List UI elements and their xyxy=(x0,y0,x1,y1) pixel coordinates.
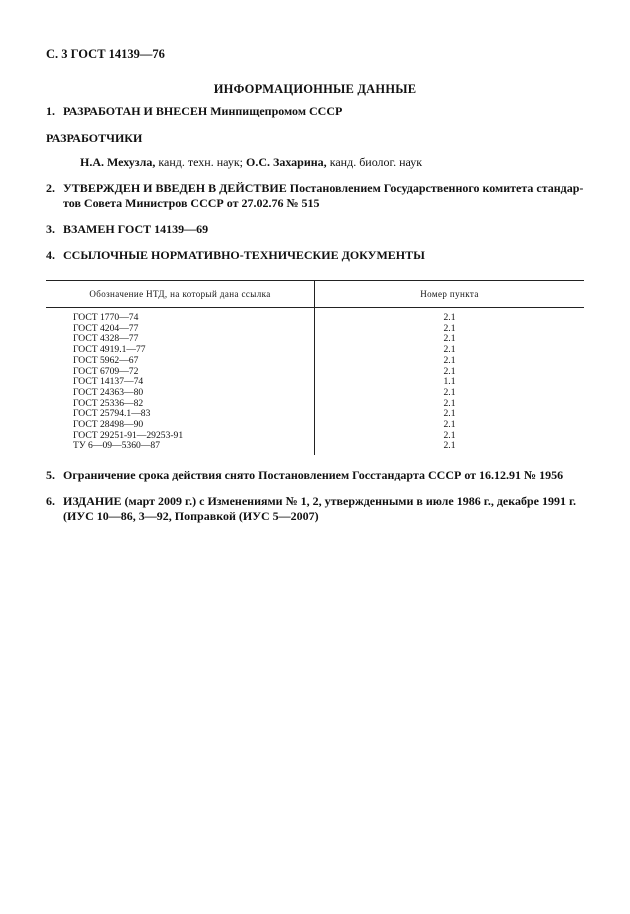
table-row xyxy=(46,356,584,367)
item-number: 4. xyxy=(46,248,55,262)
document-cell: ГОСТ 4919.1—77 xyxy=(46,345,315,356)
clause-cell: 2.1 xyxy=(443,397,456,409)
developer-degree: канд. техн. наук; xyxy=(155,155,246,169)
column-header-document: Обозначение НТД, на который дана ссылка xyxy=(46,281,315,308)
item-5 xyxy=(46,468,563,483)
table-row xyxy=(46,308,584,324)
item-number: 6. xyxy=(46,494,55,508)
item-text-line1: УТВЕРЖДЕН И ВВЕДЕН В ДЕЙСТВИЕ Постановлением Государственного комитета стандар- xyxy=(63,181,584,195)
item-2 xyxy=(46,181,583,196)
item-1 xyxy=(46,104,342,119)
clause-cell: 2.1 xyxy=(443,365,456,377)
clause-cell: 2.1 xyxy=(443,386,456,398)
document-cell: ГОСТ 1770—74 xyxy=(46,308,315,324)
item-text: ВЗАМЕН ГОСТ 14139—69 xyxy=(63,222,209,236)
item-2-line2: тов Совета Министров СССР от 27.02.76 № 515 xyxy=(63,196,320,210)
reference-table xyxy=(46,280,584,455)
clause-cell: 2.1 xyxy=(443,419,456,431)
developer-name: Н.А. Мехузла, xyxy=(80,155,156,169)
item-text: ССЫЛОЧНЫЕ НОРМАТИВНО-ТЕХНИЧЕСКИЕ ДОКУМЕНТЫ xyxy=(63,248,425,262)
item-text: РАЗРАБОТАН И ВНЕСЕН Минпищепромом СССР xyxy=(63,104,343,118)
clause-cell: 2.1 xyxy=(443,344,456,356)
clause-cell: 2.1 xyxy=(443,440,456,452)
document-cell: ГОСТ 5962—67 xyxy=(46,356,315,367)
item-6-line2: (ИУС 10—86, 3—92, Поправкой (ИУС 5—2007) xyxy=(63,509,319,523)
table-header-row xyxy=(46,281,584,308)
document-cell: ГОСТ 4204—77 xyxy=(46,324,315,335)
document-title: ИНФОРМАЦИОННЫЕ ДАННЫЕ xyxy=(213,82,417,96)
clause-cell: 2.1 xyxy=(443,354,456,366)
document-cell: ГОСТ 29251-91—29253-91 xyxy=(46,431,315,442)
document-cell: ГОСТ 4328—77 xyxy=(46,334,315,345)
document-cell: ТУ 6—09—5360—87 xyxy=(46,441,315,455)
document-cell: ГОСТ 6709—72 xyxy=(46,367,315,378)
item-number: 3. xyxy=(46,222,55,236)
clause-cell: 1.1 xyxy=(443,376,456,388)
document-cell: ГОСТ 14137—74 xyxy=(46,377,315,388)
clause-cell: 2.1 xyxy=(443,322,456,334)
item-3 xyxy=(46,222,208,237)
page-header: С. 3 ГОСТ 14139—76 xyxy=(46,47,165,61)
clause-cell: 2.1 xyxy=(443,429,456,441)
document-cell: ГОСТ 24363—80 xyxy=(46,388,315,399)
item-number: 5. xyxy=(46,468,55,482)
developers-heading: РАЗРАБОТЧИКИ xyxy=(46,131,143,145)
item-6 xyxy=(46,494,576,509)
column-header-clause: Номер пункта xyxy=(315,281,585,308)
item-number: 1. xyxy=(46,104,55,118)
clause-cell: 2.1 xyxy=(443,312,456,323)
clause-cell: 2.1 xyxy=(443,333,456,345)
document-cell: ГОСТ 25336—82 xyxy=(46,399,315,410)
developer-degree: канд. биолог. наук xyxy=(326,155,423,169)
item-text-line1: ИЗДАНИЕ (март 2009 г.) с Изменениями № 1, 2, утвержденными в июле 1986 г., декабре 1991 г. xyxy=(63,494,577,508)
clause-cell: 2.1 xyxy=(443,408,456,420)
document-cell: ГОСТ 28498—90 xyxy=(46,420,315,431)
developers-line xyxy=(80,155,422,170)
item-4 xyxy=(46,248,425,263)
document-cell: ГОСТ 25794.1—83 xyxy=(46,409,315,420)
item-number: 2. xyxy=(46,181,55,195)
item-text: Ограничение срока действия снято Постановлением Госстандарта СССР от 16.12.91 № 1956 xyxy=(63,468,564,482)
table-row xyxy=(46,441,584,455)
developer-name: О.С. Захарина, xyxy=(246,155,327,169)
